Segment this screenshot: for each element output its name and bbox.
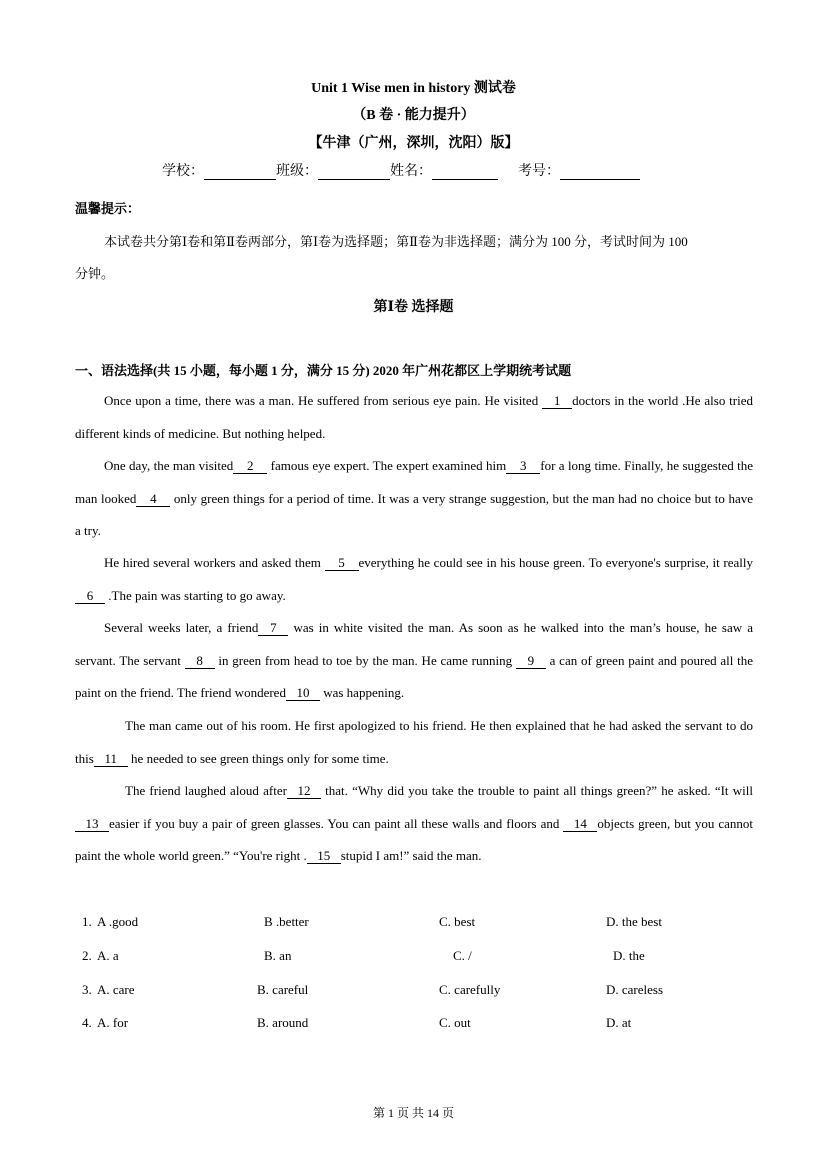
question-number: 3. [82, 982, 92, 997]
question-number: 2. [82, 948, 92, 963]
option-c[interactable]: C. best [439, 914, 476, 929]
blank-13: 13 [75, 817, 109, 832]
option-d[interactable]: D. the best [606, 914, 662, 929]
name-label: 姓名： [390, 164, 432, 179]
page-subtitle: （B 卷 · 能力提升） [352, 108, 475, 123]
passage-paragraph-3: He hired several workers and asked them 5 everything he could see in his house green. To everyone's surprise, it really6 .The pain was starting to go away. [75, 547, 753, 612]
question-4-options [82, 1015, 762, 1035]
option-a[interactable]: A. care [97, 982, 135, 997]
exam-number-blank[interactable] [560, 165, 640, 180]
part-one-title: 第Ⅰ卷 选择题 [373, 300, 454, 315]
name-blank[interactable] [432, 165, 498, 180]
section-heading: 一、语法选择(共 15 小题，每小题 1 分，满分 15 分) 2020 年广州花都区上学期统考试题 [75, 363, 572, 378]
blank-6: 6 [75, 589, 105, 604]
option-b[interactable]: B. an [264, 948, 292, 963]
option-d[interactable]: D. careless [606, 982, 664, 997]
blank-2: 2 [233, 459, 267, 474]
exam-number-label: 考号： [518, 164, 560, 179]
question-2-options [82, 948, 762, 968]
page-title: Unit 1 Wise men in history 测试卷 [311, 81, 516, 96]
blank-7: 7 [258, 621, 288, 636]
option-b[interactable]: B. careful [257, 982, 309, 997]
blank-14: 14 [563, 817, 597, 832]
blank-1: 1 [542, 394, 572, 409]
option-b[interactable]: B. around [257, 1015, 309, 1030]
question-1-options [82, 914, 762, 934]
tips-line-1: 本试卷共分第Ⅰ卷和第Ⅱ卷两部分，第Ⅰ卷为选择题；第Ⅱ卷为非选择题；满分为 100 分，考试时间为 100 [104, 234, 688, 249]
passage-paragraph-6: The friend laughed aloud after 12 that. “Why did you take the trouble to paint all things green?” he asked. “It will13 easier if you buy a pair of green glasses. You can paint all these walls and floors and 14 objects green, but you cannot paint the whole world green.” “You're right . 15 stupid I am!” said the man. [75, 783, 753, 863]
blank-11: 11 [94, 752, 128, 767]
class-blank[interactable] [318, 165, 390, 180]
blank-3: 3 [506, 459, 540, 474]
option-a[interactable]: A .good [97, 914, 139, 929]
option-a[interactable]: A. for [97, 1015, 129, 1030]
tips-line-2: 分钟。 [75, 266, 115, 281]
passage-paragraph-5: The man came out of his room. He first apologized to his friend. He then explained that he had asked the servant to do this 11 he needed to see green things only for some time. [75, 718, 753, 766]
option-c[interactable]: C. carefully [439, 982, 501, 997]
student-info-line [162, 160, 640, 180]
blank-8: 8 [185, 654, 215, 669]
school-label: 学校： [162, 164, 204, 179]
passage-paragraph-2: One day, the man visited 2 famous eye expert. The expert examined him 3 for a long time. Finally, he suggested the man looked 4 only green things for a period of time. It was a very strange suggestion, but the man had no choice but to have a try. [75, 458, 753, 538]
blank-9: 9 [516, 654, 546, 669]
blank-5: 5 [325, 556, 359, 571]
school-blank[interactable] [204, 165, 276, 180]
page-footer: 第 1 页 共 14 页 [372, 1106, 454, 1120]
blank-10: 10 [286, 686, 320, 701]
blank-12: 12 [287, 784, 321, 799]
passage-paragraph-1: Once upon a time, there was a man. He suffered from serious eye pain. He visited 1 doctors in the world .He also tried different kinds of medicine. But nothing helped. [75, 393, 754, 441]
tips-heading: 温馨提示： [75, 201, 141, 216]
question-number: 1. [82, 914, 92, 929]
edition-line: 【牛津（广州，深圳，沈阳）版】 [308, 136, 519, 151]
option-c[interactable]: C. / [453, 948, 472, 963]
option-c[interactable]: C. out [439, 1015, 471, 1030]
option-b[interactable]: B .better [264, 914, 309, 929]
question-number: 4. [82, 1015, 92, 1030]
class-label: 班级： [276, 164, 318, 179]
question-3-options [82, 982, 762, 1002]
blank-4: 4 [136, 492, 170, 507]
option-a[interactable]: A. a [97, 948, 119, 963]
passage-paragraph-4: Several weeks later, a friend 7 was in white visited the man. As soon as he walked into the man’s house, he saw a servant. The servant 8 in green from head to toe by the man. He came running 9 a can of green paint and poured all the paint on the friend. The friend wondered 10 was happening. [75, 620, 754, 700]
option-d[interactable]: D. at [606, 1015, 632, 1030]
option-d[interactable]: D. the [613, 948, 645, 963]
blank-15: 15 [307, 849, 341, 864]
